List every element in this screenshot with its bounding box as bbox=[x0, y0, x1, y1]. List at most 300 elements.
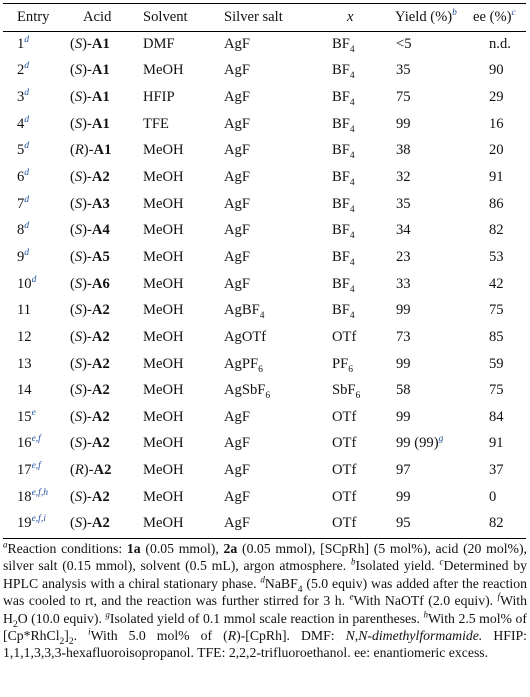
entry-ref: e,f,h bbox=[31, 487, 48, 498]
x-subscript: 4 bbox=[349, 177, 355, 188]
cell-x bbox=[318, 31, 384, 58]
acid-config: S bbox=[74, 35, 83, 52]
cell-yield bbox=[384, 164, 467, 191]
footnote-h: $^h$With 2.5 mol% of $[Cp*RhCl_2]_2$. bbox=[3, 609, 527, 647]
entry-number: 1 bbox=[17, 35, 25, 52]
cell-acid: (S)-A1 bbox=[70, 89, 110, 106]
acid-code: A3 bbox=[91, 195, 110, 212]
yield-value: 97 bbox=[396, 462, 411, 479]
cell-x bbox=[318, 271, 384, 298]
cell-entry bbox=[3, 377, 65, 404]
entry-ref: d bbox=[24, 114, 30, 125]
cell-x bbox=[318, 138, 384, 165]
salt-formula: AgF bbox=[224, 515, 250, 532]
cell-ee: 59 bbox=[489, 355, 504, 372]
header-acid: Acid bbox=[83, 9, 112, 25]
yield-value: 38 bbox=[396, 142, 411, 159]
cell-x bbox=[318, 244, 384, 271]
table-row bbox=[3, 457, 526, 484]
acid-code: A5 bbox=[91, 248, 110, 265]
cell-acid: (S)-A2 bbox=[70, 408, 110, 425]
yield-value: 32 bbox=[396, 169, 411, 186]
cell-x bbox=[318, 324, 384, 351]
yield-value: 75 bbox=[396, 89, 411, 106]
entry-ref: e bbox=[31, 407, 36, 418]
cell-solvent: MeOH bbox=[143, 222, 184, 239]
yield-ref: g bbox=[438, 434, 444, 445]
cell-silver-salt bbox=[215, 431, 318, 458]
header-ee-ref: c bbox=[511, 8, 516, 19]
salt-formula: AgF bbox=[224, 89, 250, 106]
yield-value: 95 bbox=[396, 515, 411, 532]
cell-silver-salt bbox=[215, 217, 318, 244]
acid-config: S bbox=[74, 62, 83, 79]
acid-code: A1 bbox=[91, 89, 110, 106]
cell-solvent: MeOH bbox=[143, 355, 184, 372]
cell-ee: 90 bbox=[489, 62, 504, 79]
cell-ee: 53 bbox=[489, 248, 504, 265]
cell-solvent: MeOH bbox=[143, 462, 184, 479]
header-ee-label: ee (%) bbox=[473, 9, 512, 25]
cell-yield bbox=[384, 217, 467, 244]
footnote-d: $^d$NaBF$_4$ (5.0 equiv) was added after the reaction was cooled to rt, and the reaction was further stirred for 3 h. bbox=[3, 574, 527, 609]
footnote-c: $^c$Determined by HPLC analysis with a chiral stationary phase. bbox=[3, 556, 527, 591]
cell-entry bbox=[3, 138, 65, 165]
table-row bbox=[3, 111, 526, 138]
cell-solvent: HFIP bbox=[143, 89, 175, 106]
x-formula: OTf bbox=[332, 435, 357, 452]
entry-ref: d bbox=[31, 274, 37, 285]
entry-number: 2 bbox=[17, 62, 25, 79]
header-yield bbox=[384, 4, 467, 31]
cell-solvent: MeOH bbox=[143, 382, 184, 399]
x-formula: BF bbox=[332, 89, 350, 106]
x-formula: BF bbox=[332, 222, 350, 239]
cell-x bbox=[318, 84, 384, 111]
table-row bbox=[3, 138, 526, 165]
acid-code: A1 bbox=[91, 62, 110, 79]
acid-code: A2 bbox=[91, 488, 110, 505]
footnote-g: $^g$Isolated yield of 0.1 mmol scale reaction in parentheses. bbox=[105, 609, 424, 626]
acid-code: A1 bbox=[91, 115, 110, 132]
cell-ee: 16 bbox=[489, 115, 504, 132]
header-yield-label: Yield (%) bbox=[395, 9, 453, 25]
table-row bbox=[3, 31, 526, 58]
entry-number: 7 bbox=[17, 195, 25, 212]
salt-formula: AgF bbox=[224, 488, 250, 505]
cell-ee: 85 bbox=[489, 328, 504, 345]
cell-x bbox=[318, 377, 384, 404]
x-formula: BF bbox=[332, 248, 350, 265]
cell-x bbox=[318, 484, 384, 511]
entry-number: 16 bbox=[17, 435, 32, 452]
header-silver-salt: Silver salt bbox=[224, 9, 283, 25]
x-formula: BF bbox=[332, 142, 350, 159]
cell-ee: 20 bbox=[489, 142, 504, 159]
cell-entry bbox=[3, 351, 65, 378]
cell-x bbox=[318, 404, 384, 431]
cell-solvent: TFE bbox=[143, 115, 169, 132]
table-footnotes bbox=[3, 540, 527, 662]
salt-formula: AgSbF bbox=[224, 382, 266, 399]
cell-ee: 82 bbox=[489, 222, 504, 239]
salt-subscript: 4 bbox=[259, 311, 265, 322]
cell-solvent: MeOH bbox=[143, 195, 184, 212]
cell-silver-salt bbox=[215, 457, 318, 484]
entry-ref: d bbox=[24, 34, 30, 45]
acid-code: A1 bbox=[93, 142, 112, 159]
cell-yield bbox=[384, 111, 467, 138]
acid-code: A2 bbox=[91, 408, 110, 425]
entry-number: 8 bbox=[17, 222, 25, 239]
entry-ref: d bbox=[24, 141, 30, 152]
cell-x bbox=[318, 431, 384, 458]
table-row bbox=[3, 58, 526, 85]
acid-config: S bbox=[74, 435, 83, 452]
cell-yield bbox=[384, 511, 467, 538]
x-subscript: 4 bbox=[349, 204, 355, 215]
cell-silver-salt bbox=[215, 511, 318, 538]
entry-ref: d bbox=[24, 61, 30, 72]
entry-ref: e,f bbox=[31, 461, 41, 472]
cell-entry bbox=[3, 431, 65, 458]
cell-x bbox=[318, 457, 384, 484]
table-row bbox=[3, 217, 526, 244]
table-row bbox=[3, 164, 526, 191]
acid-code: A1 bbox=[91, 35, 110, 52]
cell-solvent: MeOH bbox=[143, 169, 184, 186]
acid-config: S bbox=[74, 382, 83, 399]
x-formula: PF bbox=[332, 355, 349, 372]
salt-subscript: 6 bbox=[265, 391, 271, 402]
cell-silver-salt bbox=[215, 58, 318, 85]
table-row bbox=[3, 511, 526, 538]
entry-number: 10 bbox=[17, 275, 32, 292]
acid-config: S bbox=[74, 302, 83, 319]
cell-silver-salt bbox=[215, 84, 318, 111]
cell-ee: 86 bbox=[489, 195, 504, 212]
table-row bbox=[3, 297, 526, 324]
cell-x bbox=[318, 511, 384, 538]
entry-ref: d bbox=[24, 248, 30, 259]
cell-acid: (S)-A2 bbox=[70, 302, 110, 319]
salt-formula: AgF bbox=[224, 248, 250, 265]
salt-formula: AgF bbox=[224, 222, 250, 239]
x-formula: SbF bbox=[332, 382, 356, 399]
cell-entry bbox=[3, 244, 65, 271]
table-header bbox=[3, 4, 526, 31]
salt-formula: AgF bbox=[224, 35, 250, 52]
cell-solvent: MeOH bbox=[143, 275, 184, 292]
cell-solvent: MeOH bbox=[143, 435, 184, 452]
salt-formula: AgF bbox=[224, 435, 250, 452]
x-formula: OTf bbox=[332, 515, 357, 532]
cell-silver-salt bbox=[215, 324, 318, 351]
cell-acid: (S)-A2 bbox=[70, 169, 110, 186]
abbreviations: DMF: N,N-dimethylformamide. HFIP: 1,1,1,3,3,3-hexafluoroisopropanol. TFE: 2,2,2-trifluoroethanol. ee: enantiomeric excess. bbox=[3, 628, 527, 661]
cell-yield bbox=[384, 84, 467, 111]
entry-number: 6 bbox=[17, 169, 25, 186]
x-subscript: 6 bbox=[348, 364, 353, 375]
cell-yield bbox=[384, 31, 467, 58]
entry-ref: e,f bbox=[31, 434, 41, 445]
acid-config: S bbox=[74, 222, 83, 239]
x-subscript: 4 bbox=[349, 124, 355, 135]
yield-value: 35 bbox=[396, 195, 411, 212]
acid-config: S bbox=[74, 328, 83, 345]
cell-solvent: MeOH bbox=[143, 488, 184, 505]
cell-acid: (R)-A2 bbox=[70, 462, 112, 479]
entry-ref: d bbox=[24, 221, 30, 232]
header-solvent: Solvent bbox=[143, 9, 188, 25]
table-row bbox=[3, 244, 526, 271]
footnote-i: $^i$With 5.0 mol% of (R)-[CpRh]. bbox=[88, 626, 301, 644]
cell-yield bbox=[384, 351, 467, 378]
cell-ee: 0 bbox=[489, 488, 497, 505]
cell-silver-salt bbox=[215, 31, 318, 58]
cell-entry bbox=[3, 111, 65, 138]
bottom-rule bbox=[3, 538, 526, 539]
cell-ee: 37 bbox=[489, 462, 504, 479]
cell-ee: 91 bbox=[489, 169, 504, 186]
x-formula: OTf bbox=[332, 462, 357, 479]
cell-ee: 91 bbox=[489, 435, 504, 452]
cell-acid: (S)-A4 bbox=[70, 222, 110, 239]
cell-yield bbox=[384, 324, 467, 351]
yield-value: 99 bbox=[396, 488, 411, 505]
salt-formula: AgF bbox=[224, 142, 250, 159]
yield-value: 99 bbox=[396, 302, 411, 319]
cell-x bbox=[318, 164, 384, 191]
cell-entry bbox=[3, 271, 65, 298]
table-body bbox=[3, 31, 526, 537]
cell-entry bbox=[3, 297, 65, 324]
cell-x bbox=[318, 351, 384, 378]
cell-acid: (S)-A1 bbox=[70, 35, 110, 52]
cell-ee: 75 bbox=[489, 382, 504, 399]
salt-formula: AgF bbox=[224, 195, 250, 212]
cell-acid: (S)-A6 bbox=[70, 275, 110, 292]
footnote-a: $^a$Reaction conditions: 1a (0.05 mmol), 2a (0.05 mmol), [SCpRh] (5 mol%), acid (20 mol%), silver salt (0.15 mmol), solvent (0.5 mL), argon atmosphere. bbox=[3, 539, 527, 574]
cell-silver-salt bbox=[215, 244, 318, 271]
salt-formula: AgF bbox=[224, 62, 250, 79]
entry-ref: e,f,i bbox=[31, 514, 46, 525]
yield-value: 99 bbox=[396, 408, 411, 425]
acid-config: S bbox=[74, 355, 83, 372]
x-formula: BF bbox=[332, 62, 350, 79]
yield-value: 23 bbox=[396, 248, 411, 265]
yield-value: 35 bbox=[396, 62, 411, 79]
entry-ref: d bbox=[24, 194, 30, 205]
cell-acid: (R)-A1 bbox=[70, 142, 112, 159]
x-subscript: 4 bbox=[349, 98, 355, 108]
cell-yield bbox=[384, 58, 467, 85]
acid-config: S bbox=[74, 195, 83, 212]
entry-number: 13 bbox=[17, 355, 32, 372]
salt-subscript: 6 bbox=[258, 364, 263, 375]
x-formula: OTf bbox=[332, 328, 357, 345]
header-ee bbox=[467, 4, 526, 31]
entry-number: 15 bbox=[17, 408, 32, 425]
acid-code: A6 bbox=[91, 275, 110, 292]
x-subscript: 4 bbox=[349, 284, 355, 295]
footnote-f: $^f$With $H_2O$ (10.0 equiv). bbox=[3, 591, 528, 630]
acid-config: S bbox=[74, 169, 83, 186]
entry-number: 11 bbox=[17, 302, 32, 319]
yield-value: 99 bbox=[396, 115, 411, 132]
cell-acid: (S)-A2 bbox=[70, 328, 110, 345]
cell-silver-salt bbox=[215, 484, 318, 511]
cell-yield bbox=[384, 138, 467, 165]
cell-solvent: DMF bbox=[143, 35, 175, 52]
cell-acid: (S)-A2 bbox=[70, 435, 110, 452]
cell-yield bbox=[384, 191, 467, 218]
cell-yield bbox=[384, 271, 467, 298]
header-entry: Entry bbox=[17, 9, 50, 25]
salt-formula: AgF bbox=[224, 275, 250, 292]
cell-acid: (S)-A2 bbox=[70, 488, 110, 505]
cell-entry bbox=[3, 164, 65, 191]
cell-x bbox=[318, 191, 384, 218]
acid-config: S bbox=[74, 515, 83, 532]
cell-x bbox=[318, 217, 384, 244]
cell-x bbox=[318, 58, 384, 85]
entry-number: 14 bbox=[17, 382, 32, 399]
salt-formula: AgF bbox=[224, 462, 250, 479]
cell-entry bbox=[3, 217, 65, 244]
cell-silver-salt bbox=[215, 377, 318, 404]
cell-solvent: MeOH bbox=[143, 142, 184, 159]
acid-config: S bbox=[74, 488, 83, 505]
cell-entry bbox=[3, 484, 65, 511]
cell-yield bbox=[384, 457, 467, 484]
x-subscript: 4 bbox=[349, 71, 355, 82]
cell-silver-salt bbox=[215, 138, 318, 165]
cell-x bbox=[318, 297, 384, 324]
table-row bbox=[3, 431, 526, 458]
acid-config: S bbox=[74, 89, 83, 106]
salt-formula: AgPF bbox=[224, 355, 259, 372]
cell-acid: (S)-A2 bbox=[70, 515, 110, 532]
entry-number: 3 bbox=[17, 89, 25, 106]
yield-value: 73 bbox=[396, 328, 411, 345]
yield-value: <5 bbox=[396, 35, 412, 52]
x-subscript: 4 bbox=[349, 151, 355, 162]
acid-code: A2 bbox=[93, 462, 112, 479]
cell-ee: 42 bbox=[489, 275, 504, 292]
cell-acid: (S)-A5 bbox=[70, 248, 110, 265]
x-formula: BF bbox=[332, 195, 350, 212]
cell-entry bbox=[3, 404, 65, 431]
cell-solvent: MeOH bbox=[143, 515, 184, 532]
x-formula: BF bbox=[332, 302, 350, 319]
acid-config: S bbox=[74, 408, 83, 425]
cell-silver-salt bbox=[215, 404, 318, 431]
table-row bbox=[3, 271, 526, 298]
acid-config: R bbox=[74, 142, 84, 159]
table-row bbox=[3, 404, 526, 431]
cell-yield bbox=[384, 377, 467, 404]
acid-code: A2 bbox=[91, 302, 110, 319]
x-formula: OTf bbox=[332, 408, 357, 425]
cell-solvent: MeOH bbox=[143, 408, 184, 425]
yield-value: 58 bbox=[396, 382, 411, 399]
cell-yield bbox=[384, 297, 467, 324]
acid-config: S bbox=[74, 248, 83, 265]
cell-solvent: MeOH bbox=[143, 328, 184, 345]
x-formula: BF bbox=[332, 275, 350, 292]
footnote-b: $^b$Isolated yield. bbox=[351, 556, 440, 574]
x-formula: BF bbox=[332, 35, 350, 52]
acid-code: A2 bbox=[91, 435, 110, 452]
cell-silver-salt bbox=[215, 111, 318, 138]
cell-yield bbox=[384, 431, 467, 458]
cell-entry bbox=[3, 191, 65, 218]
header-row bbox=[3, 4, 526, 31]
salt-formula: AgOTf bbox=[224, 328, 267, 345]
x-subscript: 4 bbox=[349, 257, 355, 268]
entry-ref: d bbox=[24, 168, 30, 179]
acid-code: A2 bbox=[91, 355, 110, 372]
header-yield-ref: b bbox=[452, 8, 457, 19]
cell-ee: 75 bbox=[489, 302, 504, 319]
cell-acid: (S)-A2 bbox=[70, 382, 110, 399]
cell-solvent: MeOH bbox=[143, 302, 184, 319]
table-row bbox=[3, 484, 526, 511]
cell-acid: (S)-A1 bbox=[70, 115, 110, 132]
x-subscript: 6 bbox=[355, 391, 361, 402]
acid-code: A2 bbox=[91, 328, 110, 345]
cell-silver-salt bbox=[215, 271, 318, 298]
entry-number: 9 bbox=[17, 248, 25, 265]
entry-ref: d bbox=[24, 88, 30, 99]
entry-number: 5 bbox=[17, 142, 25, 159]
cell-solvent: MeOH bbox=[143, 248, 184, 265]
cell-ee: n.d. bbox=[489, 35, 511, 52]
cell-x bbox=[318, 111, 384, 138]
table-row bbox=[3, 84, 526, 111]
cell-silver-salt bbox=[215, 297, 318, 324]
cell-entry bbox=[3, 457, 65, 484]
acid-code: A2 bbox=[91, 382, 110, 399]
x-subscript: 4 bbox=[349, 231, 355, 242]
cell-silver-salt bbox=[215, 191, 318, 218]
cell-ee: 29 bbox=[489, 89, 504, 106]
salt-formula: AgF bbox=[224, 169, 250, 186]
cell-solvent: MeOH bbox=[143, 62, 184, 79]
cell-entry bbox=[3, 511, 65, 538]
footnote-e: $^e$With NaOTf (2.0 equiv). bbox=[349, 591, 498, 609]
entry-number: 17 bbox=[17, 462, 32, 479]
entry-number: 4 bbox=[17, 115, 25, 132]
cell-acid: (S)-A3 bbox=[70, 195, 110, 212]
table-row bbox=[3, 324, 526, 351]
table-row bbox=[3, 191, 526, 218]
salt-formula: AgBF bbox=[224, 302, 260, 319]
acid-code: A4 bbox=[91, 222, 110, 239]
acid-code: A2 bbox=[91, 169, 110, 186]
x-subscript: 4 bbox=[349, 311, 355, 322]
cell-yield bbox=[384, 404, 467, 431]
cell-yield bbox=[384, 484, 467, 511]
acid-config: R bbox=[74, 462, 84, 479]
cell-yield bbox=[384, 244, 467, 271]
cell-ee: 84 bbox=[489, 408, 504, 425]
yield-value: 99 (99) bbox=[396, 435, 439, 452]
header-x: x bbox=[347, 9, 354, 25]
cell-ee: 82 bbox=[489, 515, 504, 532]
acid-code: A2 bbox=[91, 515, 110, 532]
